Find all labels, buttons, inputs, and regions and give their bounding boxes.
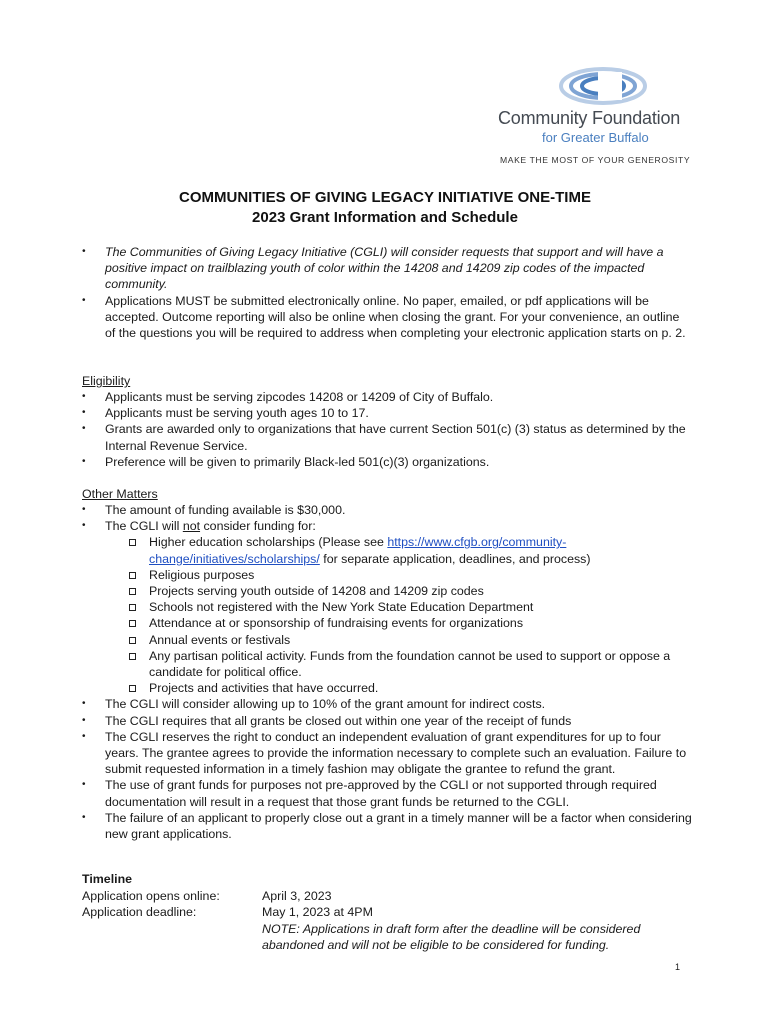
deadline-label: Application deadline: — [82, 905, 197, 919]
list-item: • The failure of an applicant to properly close out a grant in a timely manner will be a factor when considering new grant applications. — [82, 810, 692, 842]
scholarships-link[interactable]: https://www.cfgb.org/community-change/initiatives/scholarships/ — [149, 535, 567, 566]
scholar-prefix: Higher education scholarships (Please see — [149, 535, 388, 550]
timeline-heading: Timeline — [82, 872, 133, 886]
other-matters-list — [82, 502, 692, 842]
list-item: • The Communities of Giving Legacy Initiative (CGLI) will consider requests that support and will have a positive impact on trailblazing youth of color within the 14208 and 14209 zip codes of the impacted community. — [82, 244, 692, 293]
list-item: Projects serving youth outside of 14208 and 14209 zip codes — [127, 583, 692, 599]
list-item: • The CGLI reserves the right to conduct an independent evaluation of grant expenditures for up to four years. The grantee agrees to provide the information necessary to complete such an evaluation. Failure to submit requested information in a timely fashion may obligate the grantee to refund the grant. — [82, 729, 692, 778]
deadline-value: May 1, 2023 at 4PM — [262, 905, 373, 919]
list-item: • The CGLI requires that all grants be closed out within one year of the receipt of funds — [82, 713, 692, 729]
scholar-suffix: for separate application, deadlines, and process) — [319, 551, 591, 566]
opens-value: April 3, 2023 — [262, 889, 332, 903]
eligibility-list — [82, 389, 692, 470]
list-item: • The amount of funding available is $30,000. — [82, 502, 692, 518]
list-item: • Preference will be given to primarily Black-led 501(c)(3) organizations. — [82, 454, 692, 470]
list-item: • The CGLI will consider allowing up to 10% of the grant amount for indirect costs. — [82, 696, 692, 712]
not-prefix: The CGLI will — [105, 519, 183, 534]
document-title-line1: COMMUNITIES OF GIVING LEGACY INITIATIVE ONE-TIME — [179, 189, 591, 206]
list-item: • Applications MUST be submitted electronically online. No paper, emailed, or pdf applications will be accepted. Outcome reporting will also be online when closing the grant. For your convenience, an outline of the questions you will be required to address when completing your electronic application starts on p. 2. — [82, 293, 692, 342]
list-item: • Applicants must be serving zipcodes 14208 or 14209 of City of Buffalo. — [82, 389, 692, 405]
logo-mark-icon — [558, 66, 648, 106]
logo-subtitle: for Greater Buffalo — [542, 130, 649, 145]
logo-tagline: MAKE THE MOST OF YOUR GENEROSITY — [500, 155, 691, 165]
not-word: not — [182, 519, 201, 534]
exclusions-list — [105, 534, 692, 696]
document-title-line2: 2023 Grant Information and Schedule — [252, 209, 518, 226]
other-matters-heading: Other Matters — [82, 487, 158, 501]
list-item: Any partisan political activity. Funds from the foundation cannot be used to support or oppose a candidate for political office. — [127, 648, 692, 680]
list-item: Religious purposes — [127, 567, 692, 583]
logo-name: Community Foundation — [498, 108, 681, 128]
eligibility-heading: Eligibility — [82, 374, 131, 388]
list-item — [82, 518, 692, 696]
not-suffix: consider funding for: — [200, 519, 316, 534]
page-number: 1 — [675, 962, 681, 972]
list-item: • Grants are awarded only to organizations that have current Section 501(c) (3) status as determined by the Internal Revenue Service. — [82, 421, 692, 453]
opens-label: Application opens online: — [82, 889, 220, 903]
intro-list — [82, 244, 692, 341]
deadline-note: NOTE: Applications in draft form after the deadline will be considered abandoned and will not be eligible to be considered for funding. — [262, 922, 641, 953]
list-item: Attendance at or sponsorship of fundraising events for organizations — [127, 615, 692, 631]
list-item: • Applicants must be serving youth ages 10 to 17. — [82, 405, 692, 421]
list-item: Annual events or festivals — [127, 632, 692, 648]
list-item: Schools not registered with the New York State Education Department — [127, 599, 692, 615]
list-item: • The use of grant funds for purposes not pre-approved by the CGLI or not supported through required documentation will result in a request that those grant funds be returned to the CGLI. — [82, 777, 692, 809]
list-item — [127, 534, 692, 566]
list-item: Projects and activities that have occurred. — [127, 680, 692, 696]
